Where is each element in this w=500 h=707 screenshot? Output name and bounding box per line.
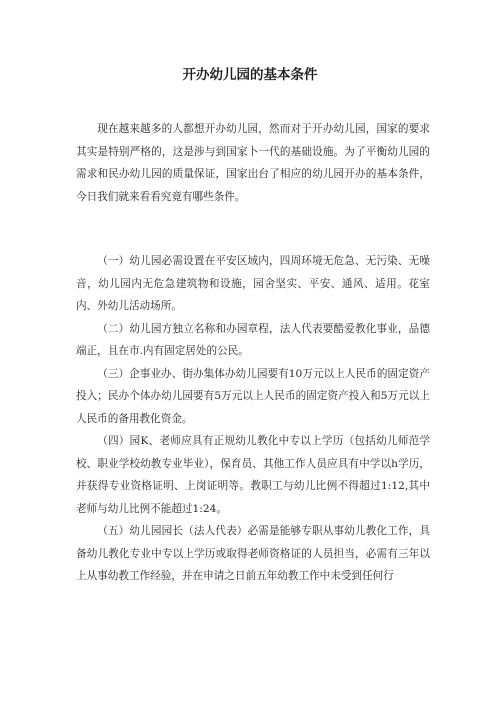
condition-item-2: （二）幼儿园方独立名称和办园章程，法人代表要酷爱教化事业，品德端正，且在市.内有固定居处的公民。 [76, 322, 430, 357]
condition-item-1: （一）幼儿园必需设置在平安区域内，四周环境无危急、无污染、无噪音，幼儿园内无危急建筑物和设施，园舍坚实、平安、通风、适用。花室内、外幼儿活动场所。 [76, 255, 430, 312]
conditions-list [76, 250, 430, 588]
condition-item-5: （五）幼儿园园长（法人代表）必需是能够专职从事幼儿教化工作，具备幼儿教化专业中专以上学历或取得老师资格证的人员担当，必需有三年以上从事幼教工作经验，并在申请之日前五年幼教工作中未受到任何行 [76, 525, 430, 582]
document-title: 开办幼儿园的基本条件 [182, 67, 318, 83]
condition-item-3: （三）企事业办、街办集体办幼儿园要有10万元以上人民币的固定资产投入；民办个体办幼儿园要有5万元以上人民币的固定资产投入和5万元以上人民币的备用教化资金。 [76, 367, 430, 425]
intro-paragraph: 现在越来越多的人都想开办幼儿园，然而对于开办幼儿园，国家的要求其实是特别严格的，这是涉与到国家卜一代的基础设施。为了平衡幼儿园的需求和民办幼儿园的质量保证，国家出台了相应的幼儿园开办的基本条件，今日我们就来看看究竟有哪些条件。 [76, 123, 430, 203]
condition-item-4: （四）园K、老师应具有正规幼儿教化中专以上学历（包括幼儿师范学校、职业学校幼教专业毕业），保育员、其他工作人员应具有中学以h学历，并获得专业资格证明、上岗证明等。教职工与幼儿比例不得超过1:12,其中老师与幼儿比例不能超过1:24。 [76, 435, 430, 515]
intro-section [76, 118, 430, 208]
